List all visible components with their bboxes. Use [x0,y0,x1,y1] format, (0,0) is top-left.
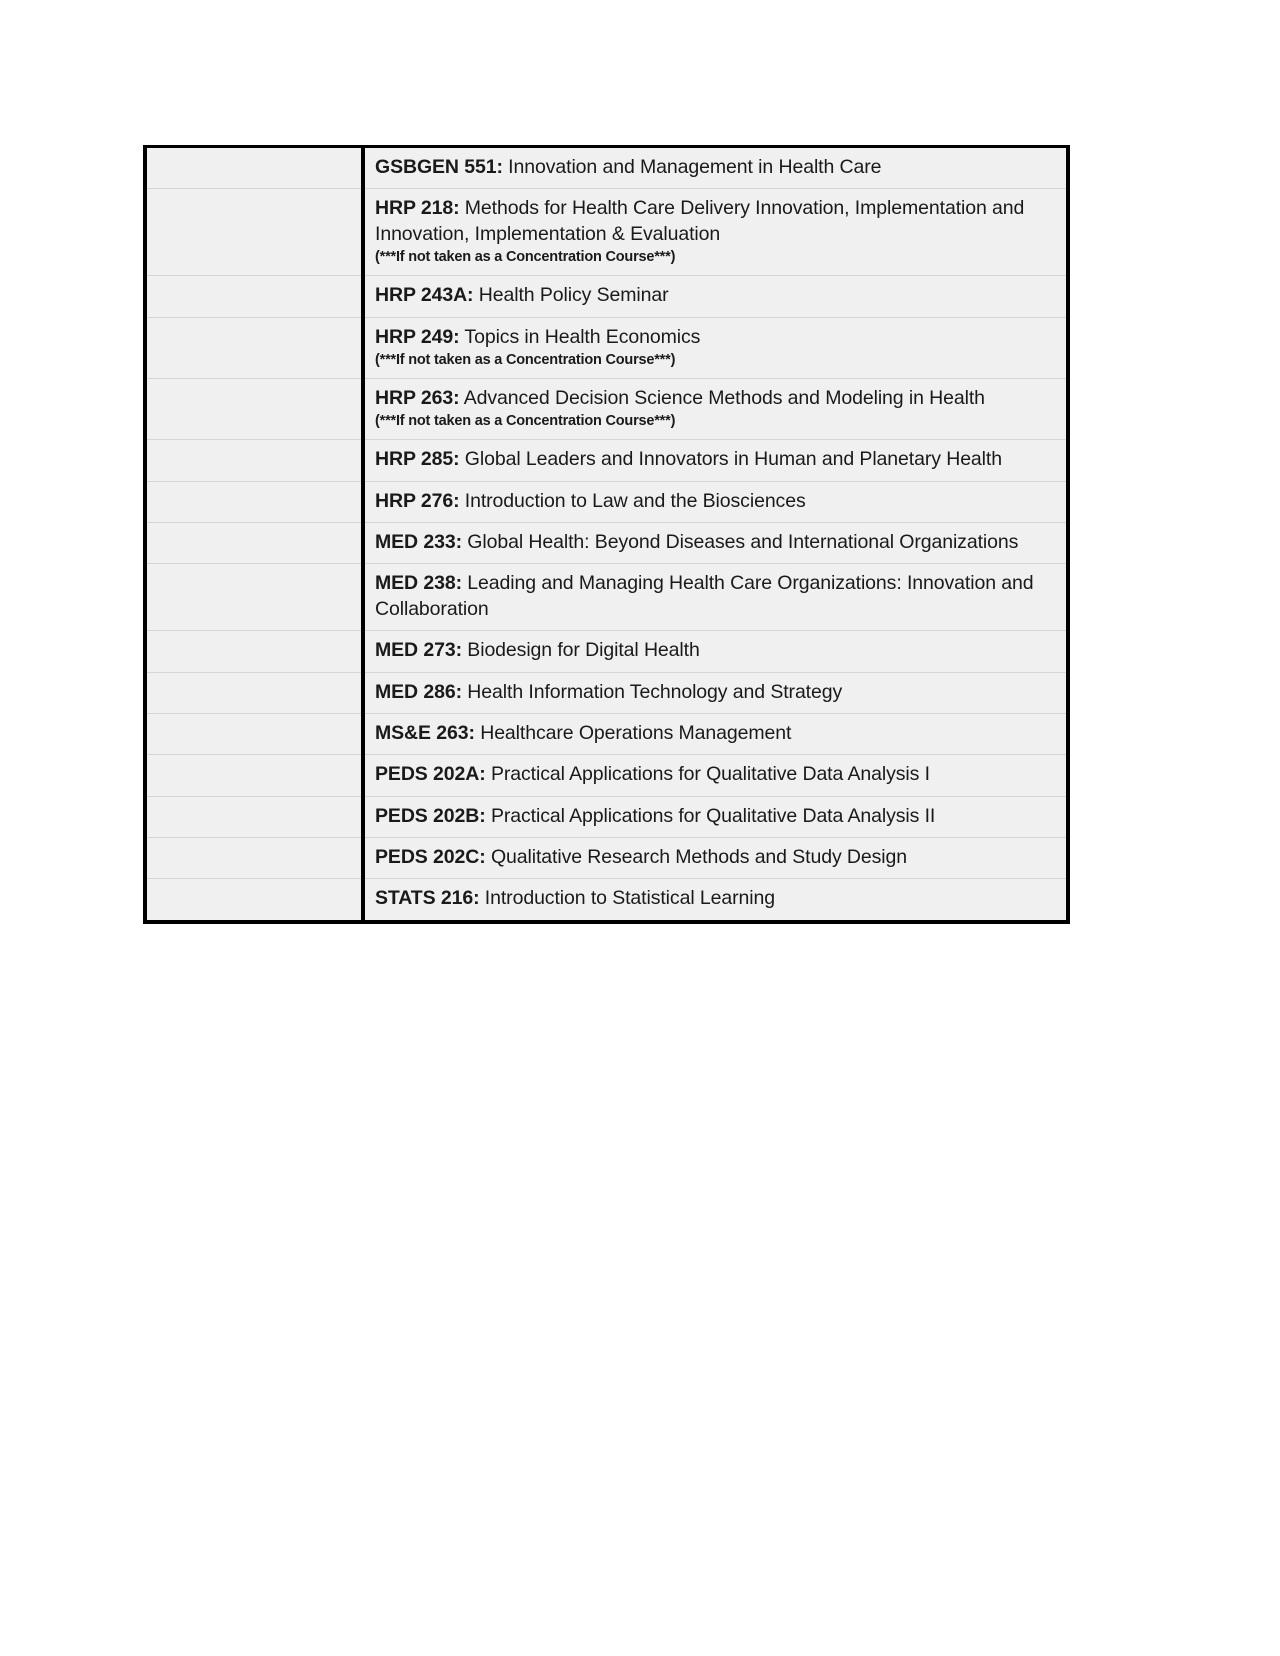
course-list-table [143,145,1070,924]
course-title: Methods for Health Care Delivery Innovation, Implementation and Innovation, Implementation & Evaluation [375,197,1025,245]
table-cell-left-blank [145,672,363,713]
table-row [145,755,1068,796]
table-cell-course [363,713,1068,754]
table-row [145,879,1068,922]
table-row [145,378,1068,439]
course-code: MED 286: [375,680,462,703]
course-code: HRP 249: [375,325,460,348]
course-note: (***If not taken as a Concentration Course***) [375,249,676,266]
table-row [145,672,1068,713]
table-cell-course [363,564,1068,631]
table-row [145,564,1068,631]
table-cell-left-blank [145,796,363,837]
table-cell-left-blank [145,564,363,631]
table-cell-course [363,879,1068,922]
course-title: Topics in Health Economics [459,325,701,348]
table-row [145,631,1068,672]
table-cell-course [363,440,1068,481]
course-code: MS&E 263: [375,721,475,744]
table-cell-course [363,755,1068,796]
table-cell-course [363,378,1068,439]
table-row [145,147,1068,189]
course-title: Leading and Managing Health Care Organizations: Innovation and Collaboration [375,572,1034,620]
table-cell-left-blank [145,837,363,878]
table-cell-course [363,276,1068,317]
table-cell-course [363,631,1068,672]
table-row [145,523,1068,564]
table-cell-course [363,796,1068,837]
course-code: MED 233: [375,531,462,554]
table-cell-left-blank [145,879,363,922]
table-cell-left-blank [145,481,363,522]
table-row [145,796,1068,837]
table-cell-left-blank [145,378,363,439]
course-note: (***If not taken as a Concentration Course***) [375,413,676,430]
course-code: STATS 216: [375,887,480,910]
table-row [145,713,1068,754]
course-title: Practical Applications for Qualitative Data Analysis II [485,804,936,827]
table-row [145,481,1068,522]
course-title: Biodesign for Digital Health [461,639,700,662]
course-title: Global Leaders and Innovators in Human and Planetary Health [459,448,1002,471]
course-code: HRP 263: [375,386,460,409]
table-cell-course [363,481,1068,522]
table-cell-course [363,837,1068,878]
course-code: MED 238: [375,572,462,595]
course-code: PEDS 202B: [375,804,486,827]
course-code: HRP 218: [375,197,460,220]
table-row [145,837,1068,878]
table-cell-course [363,672,1068,713]
course-code: PEDS 202C: [375,845,486,868]
course-title: Health Policy Seminar [473,284,669,307]
table-cell-left-blank [145,523,363,564]
course-title: Practical Applications for Qualitative Data Analysis I [485,763,930,786]
table-row [145,317,1068,378]
table-cell-course [363,317,1068,378]
table-cell-left-blank [145,276,363,317]
course-code: MED 273: [375,639,462,662]
course-title: Health Information Technology and Strategy [461,680,843,703]
table-row [145,276,1068,317]
course-table-body [145,147,1068,922]
course-title: Introduction to Law and the Biosciences [459,489,806,512]
table-row [145,440,1068,481]
table-cell-left-blank [145,147,363,189]
course-title: Healthcare Operations Management [474,721,792,744]
course-code: HRP 285: [375,448,460,471]
course-code: PEDS 202A: [375,763,486,786]
table-cell-left-blank [145,317,363,378]
table-cell-left-blank [145,755,363,796]
table-cell-course [363,523,1068,564]
course-title: Advanced Decision Science Methods and Modeling in Health [459,386,985,409]
course-title: Global Health: Beyond Diseases and International Organizations [461,531,1019,554]
course-title: Innovation and Management in Health Care [502,156,882,178]
course-code: HRP 276: [375,489,460,512]
table-cell-course [363,147,1068,189]
course-title: Qualitative Research Methods and Study Design [485,845,908,868]
course-title: Introduction to Statistical Learning [479,887,775,910]
table-cell-course [363,189,1068,276]
table-cell-left-blank [145,189,363,276]
course-note: (***If not taken as a Concentration Course***) [375,351,676,368]
table-row [145,189,1068,276]
table-cell-left-blank [145,440,363,481]
course-code: GSBGEN 551: [375,156,503,178]
course-code: HRP 243A: [375,284,474,307]
table-cell-left-blank [145,631,363,672]
table-cell-left-blank [145,713,363,754]
